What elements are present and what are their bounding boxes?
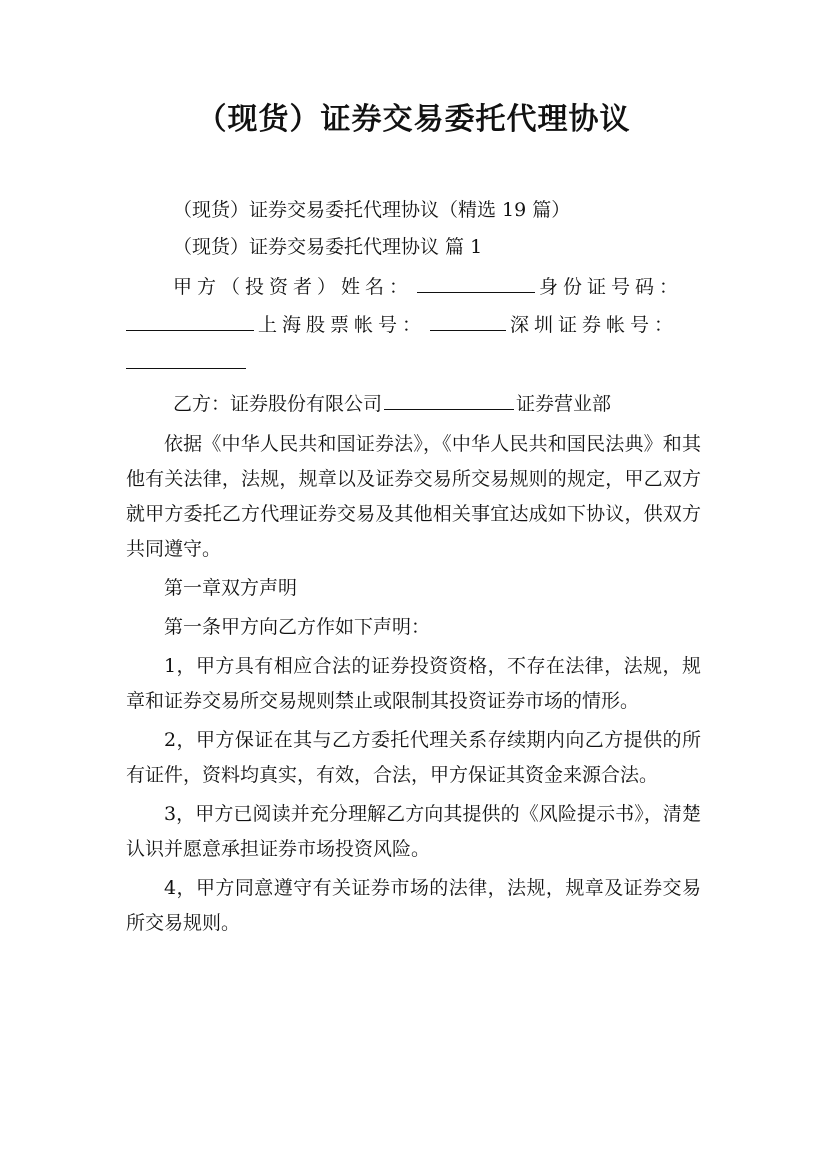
- party-b-suffix: 证券营业部: [516, 393, 612, 415]
- clause-1: 1，甲方具有相应合法的证券投资资格，不存在法律，法规，规章和证券交易所交易规则禁止或限制其投资证券市场的情形。: [126, 655, 701, 712]
- subtitle-collection: （现货）证券交易委托代理协议（精选 19 篇）: [173, 199, 571, 221]
- sz-account-line: [126, 346, 250, 381]
- article-heading: 第一条甲方向乙方作如下声明：: [164, 616, 431, 638]
- party-b-blank[interactable]: [384, 389, 514, 410]
- sz-account-label: 深圳证券帐号：: [510, 314, 679, 336]
- subtitle-section: （现货）证券交易委托代理协议 篇 1: [173, 236, 483, 258]
- clause-2: 2，甲方保证在其与乙方委托代理关系存续期内向乙方提供的所有证件，资料均真实，有效，合法，甲方保证其资金来源合法。: [126, 729, 701, 786]
- chapter-heading: 第一章双方声明: [164, 577, 298, 599]
- id-number-label: 身份证号码：: [539, 276, 684, 298]
- intro-paragraph: 依据《中华人民共和国证券法》，《中华人民共和国民法典》和其他有关法律，法规，规章以及证券交易所交易规则的规定，甲乙双方就甲方委托乙方代理证券交易及其他相关事宜达成如下协议，供双方共同遵守。: [126, 433, 701, 560]
- document-body: [126, 427, 701, 941]
- party-a-line: [173, 270, 683, 305]
- document-title: （现货）证券交易委托代理协议: [196, 102, 631, 137]
- id-number-blank[interactable]: [126, 310, 254, 331]
- clause-3: 3，甲方已阅读并充分理解乙方向其提供的《风险提示书》，清楚认识并愿意承担证券市场投资风险。: [126, 803, 701, 860]
- party-b-prefix: 乙方：证券股份有限公司: [173, 393, 383, 415]
- sh-account-label: 上海股票帐号：: [258, 314, 427, 336]
- account-line: [126, 308, 678, 343]
- clause-4: 4，甲方同意遵守有关证券市场的法律，法规，规章及证券交易所交易规则。: [126, 877, 701, 934]
- sh-account-blank[interactable]: [430, 310, 506, 331]
- party-a-name-blank[interactable]: [417, 272, 535, 293]
- party-b-line: [173, 387, 611, 422]
- sz-account-blank[interactable]: [126, 348, 246, 369]
- party-a-name-label: 甲方（投资者）姓名：: [173, 276, 414, 298]
